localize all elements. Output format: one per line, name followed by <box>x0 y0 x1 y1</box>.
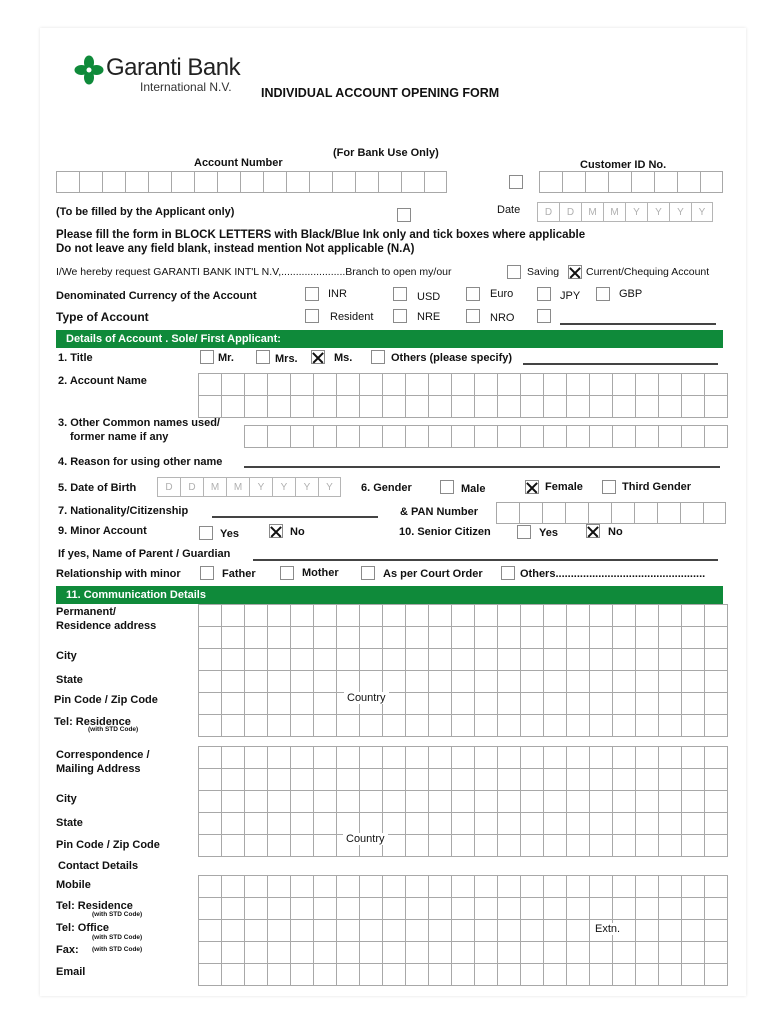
pan-grid[interactable] <box>496 502 726 524</box>
email-label: Email <box>56 966 86 978</box>
instructions-line1: Please fill the form in BLOCK LETTERS with Black/Blue Ink only and tick boxes where applicable <box>56 229 586 241</box>
brand-subtitle: International N.V. <box>140 80 232 94</box>
permanent-label-2: Residence address <box>56 620 157 632</box>
contact-details-label: Contact Details <box>58 860 139 872</box>
correspondence-address-grid[interactable] <box>198 746 728 857</box>
permanent-pin-label: Pin Code / Zip Code <box>54 694 158 706</box>
ms-checkbox-checked[interactable] <box>311 350 325 364</box>
permanent-tel-label: Tel: Residence <box>54 716 131 728</box>
dob-cell[interactable]: D <box>157 477 180 497</box>
resident-checkbox[interactable] <box>305 309 319 323</box>
third-gender-label: Third Gender <box>622 481 692 493</box>
bank-use-checkbox[interactable] <box>509 175 523 189</box>
current-checkbox-checked[interactable] <box>568 265 582 279</box>
contact-details-grid[interactable] <box>198 875 728 986</box>
section-applicant-bar: Details of Account . Sole/ First Applicant: <box>56 330 723 348</box>
date-cell[interactable]: D <box>559 202 581 222</box>
other-names-label-2: former name if any <box>70 431 169 443</box>
father-label: Father <box>222 568 256 580</box>
reason-label: 4. Reason for using other name <box>58 456 223 468</box>
fax-std: (with STD Code) <box>92 946 143 953</box>
title-label: 1. Title <box>58 352 93 364</box>
mrs-checkbox[interactable] <box>256 350 270 364</box>
nro-checkbox[interactable] <box>466 309 480 323</box>
court-order-label: As per Court Order <box>383 568 483 580</box>
date-cell[interactable]: Y <box>691 202 713 222</box>
correspondence-pin-label: Pin Code / Zip Code <box>56 839 160 851</box>
others-relation-label: Others................................................. <box>520 568 706 580</box>
ms-label: Ms. <box>334 352 353 364</box>
minor-label: 9. Minor Account <box>58 525 147 537</box>
form-page <box>40 28 746 996</box>
dob-cell[interactable]: M <box>203 477 226 497</box>
inr-checkbox[interactable] <box>305 287 319 301</box>
other-names-label-1: 3. Other Common names used/ <box>58 417 220 429</box>
relationship-label: Relationship with minor <box>56 568 181 580</box>
dob-grid[interactable] <box>157 477 341 497</box>
extn-label: Extn. <box>595 923 621 935</box>
senior-yes-checkbox[interactable] <box>517 525 531 539</box>
account-type-label: Type of Account <box>56 310 149 324</box>
correspondence-label-1: Correspondence / <box>56 749 150 761</box>
male-checkbox[interactable] <box>440 480 454 494</box>
usd-label: USD <box>417 291 441 303</box>
correspondence-label-2: Mailing Address <box>56 763 141 775</box>
mr-checkbox[interactable] <box>200 350 214 364</box>
section-communication-bar: 11. Communication Details <box>56 586 723 604</box>
minor-yes-label: Yes <box>220 528 239 540</box>
euro-checkbox[interactable] <box>466 287 480 301</box>
account-name-label: 2. Account Name <box>58 375 147 387</box>
nationality-label: 7. Nationality/Citizenship <box>58 505 189 517</box>
other-type-checkbox[interactable] <box>537 309 551 323</box>
female-checkbox-checked[interactable] <box>525 480 539 494</box>
senior-no-checkbox-checked[interactable] <box>586 524 600 538</box>
date-cell[interactable]: Y <box>647 202 669 222</box>
others-title-label: Others (please specify) <box>391 352 513 364</box>
mother-checkbox[interactable] <box>280 566 294 580</box>
gender-label: 6. Gender <box>361 482 412 494</box>
mobile-label: Mobile <box>56 879 91 891</box>
dob-cell[interactable]: Y <box>249 477 272 497</box>
date-cell[interactable]: M <box>581 202 603 222</box>
reason-line[interactable] <box>244 466 720 468</box>
saving-checkbox[interactable] <box>507 265 521 279</box>
account-number-label: Account Number <box>194 157 283 169</box>
mrs-label: Mrs. <box>275 353 298 365</box>
nationality-line[interactable] <box>212 516 378 518</box>
parent-line[interactable] <box>253 559 718 561</box>
jpy-checkbox[interactable] <box>537 287 551 301</box>
form-title: INDIVIDUAL ACCOUNT OPENING FORM <box>261 86 500 100</box>
applicant-checkbox[interactable] <box>397 208 411 222</box>
other-names-grid[interactable] <box>244 425 728 448</box>
other-type-line[interactable] <box>560 323 716 325</box>
request-text: I/We hereby request GARANTI BANK INT'L N.V,......................Branch to open my/our <box>56 266 452 278</box>
dob-cell[interactable]: Y <box>318 477 341 497</box>
permanent-label-1: Permanent/ <box>56 606 116 618</box>
permanent-city-label: City <box>56 650 77 662</box>
customer-id-label: Customer ID No. <box>580 159 667 171</box>
gbp-label: GBP <box>619 288 643 300</box>
applicant-note: (To be filled by the Applicant only) <box>56 206 235 218</box>
others-title-line[interactable] <box>523 363 718 365</box>
court-order-checkbox[interactable] <box>361 566 375 580</box>
correspondence-country-label: Country <box>343 833 388 845</box>
tel-residence-std: (with STD Code) <box>92 911 143 918</box>
saving-label: Saving <box>527 266 560 278</box>
nro-label: NRO <box>490 312 515 324</box>
dob-cell[interactable]: D <box>180 477 203 497</box>
tel-office-std: (with STD Code) <box>92 934 143 941</box>
gbp-checkbox[interactable] <box>596 287 610 301</box>
pan-label: & PAN Number <box>400 506 479 518</box>
third-gender-checkbox[interactable] <box>602 480 616 494</box>
dob-cell[interactable]: Y <box>295 477 318 497</box>
current-label: Current/Chequing Account <box>586 266 710 278</box>
dob-cell[interactable]: M <box>226 477 249 497</box>
account-number-grid[interactable] <box>56 171 447 193</box>
euro-label: Euro <box>490 288 514 300</box>
date-label: Date <box>497 204 521 216</box>
correspondence-state-label: State <box>56 817 83 829</box>
minor-yes-checkbox[interactable] <box>199 526 213 540</box>
male-label: Male <box>461 483 486 495</box>
date-grid[interactable] <box>537 202 713 222</box>
garanti-clover-logo-icon <box>74 55 104 85</box>
instructions-line2: Do not leave any field blank, instead mention Not applicable (N.A) <box>56 243 415 255</box>
usd-checkbox[interactable] <box>393 287 407 301</box>
senior-label: 10. Senior Citizen <box>399 526 491 538</box>
dob-cell[interactable]: Y <box>272 477 295 497</box>
resident-label: Resident <box>330 311 374 323</box>
nre-label: NRE <box>417 311 441 323</box>
others-title-checkbox[interactable] <box>371 350 385 364</box>
minor-no-label: No <box>290 526 305 538</box>
inr-label: INR <box>328 288 347 300</box>
tel-office-label: Tel: Office <box>56 922 109 934</box>
customer-id-grid[interactable] <box>539 171 723 193</box>
fax-label: Fax: <box>56 944 79 956</box>
dob-label: 5. Date of Birth <box>58 482 137 494</box>
date-cell[interactable]: Y <box>625 202 647 222</box>
bank-use-note: (For Bank Use Only) <box>333 147 439 159</box>
senior-yes-label: Yes <box>539 527 558 539</box>
currency-label: Denominated Currency of the Account <box>56 290 257 302</box>
permanent-state-label: State <box>56 674 83 686</box>
others-relation-checkbox[interactable] <box>501 566 515 580</box>
nre-checkbox[interactable] <box>393 309 407 323</box>
brand-name: Garanti Bank <box>106 54 241 81</box>
parent-label: If yes, Name of Parent / Guardian <box>58 548 231 560</box>
date-cell[interactable]: M <box>603 202 625 222</box>
date-cell[interactable]: D <box>537 202 559 222</box>
permanent-tel-std: (with STD Code) <box>88 726 139 733</box>
minor-no-checkbox-checked[interactable] <box>269 524 283 538</box>
correspondence-city-label: City <box>56 793 77 805</box>
permanent-country-label: Country <box>344 692 389 704</box>
jpy-label: JPY <box>560 290 581 302</box>
permanent-address-grid[interactable] <box>198 604 728 737</box>
mother-label: Mother <box>302 567 339 579</box>
senior-no-label: No <box>608 526 623 538</box>
date-cell[interactable]: Y <box>669 202 691 222</box>
father-checkbox[interactable] <box>200 566 214 580</box>
mr-label: Mr. <box>218 352 234 364</box>
tel-residence-label: Tel: Residence <box>56 900 133 912</box>
account-name-grid[interactable] <box>198 373 728 418</box>
female-label: Female <box>545 481 583 493</box>
